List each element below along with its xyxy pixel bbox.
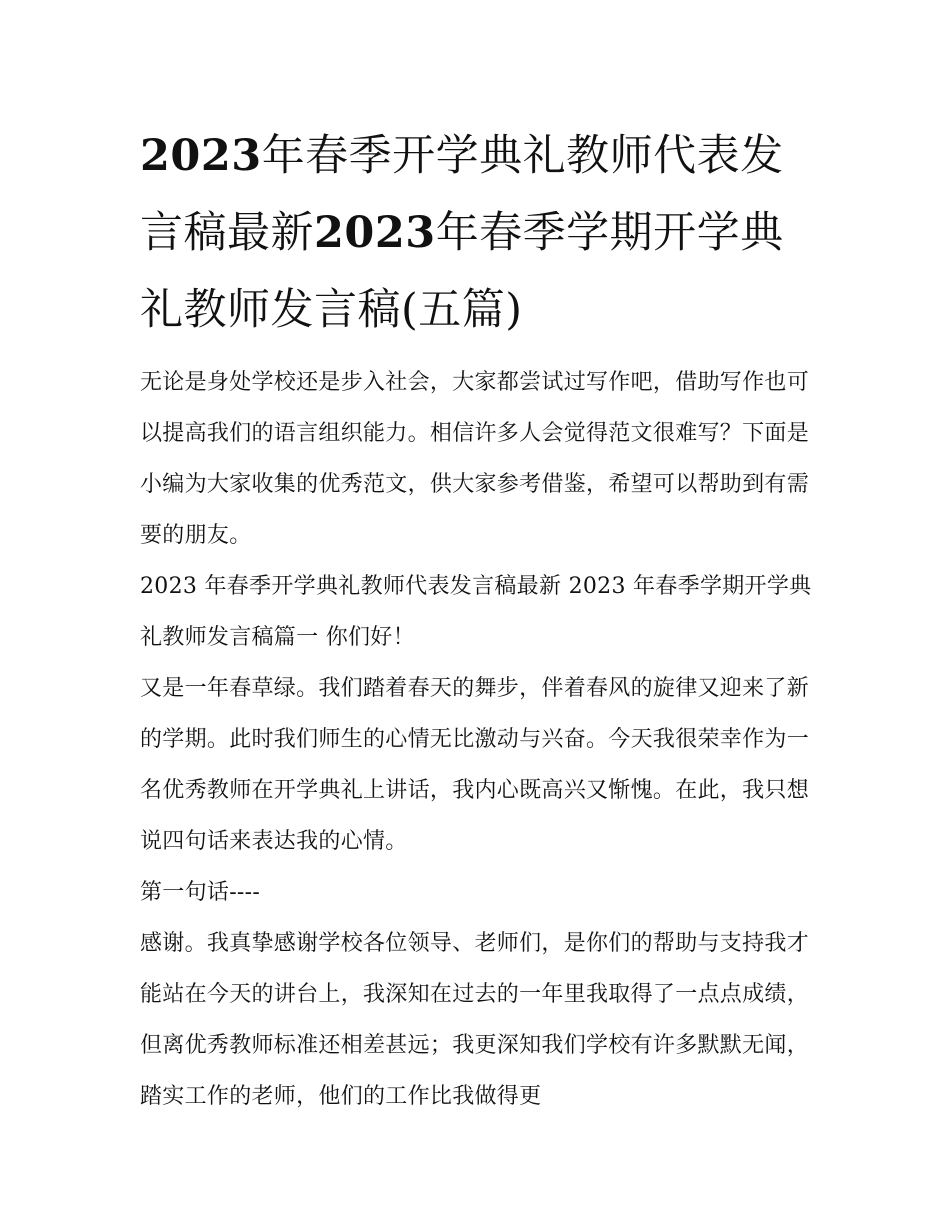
first-sentence-heading: 第一句话---- [140,880,261,905]
body-paragraph: 感谢。我真挚感谢学校各位领导、老师们，是你们的帮助与支持我才能站在今天的讲台上，我深知在过去的一年里我取得了一点点成绩，但离优秀教师标准还相差甚远；我更深知我们学校有许多默默无闻，踏实工作的老师，他们的工作比我做得更 [140,931,810,1109]
document-page [140,118,812,1122]
title-year-2: 2023 [314,208,436,258]
intro-paragraph: 无论是身处学校还是步入社会，大家都尝试过写作吧，借助写作也可以提高我们的语言组织能力。相信许多人会觉得范文很难写？下面是小编为大家收集的优秀范文，供大家参考借鉴，希望可以帮助到有需要的朋友。 [140,370,810,548]
title-text-2: 年春季学期开学典礼教师发言稿(五篇) [140,208,784,335]
title-year-1: 2023 [140,131,262,181]
body-paragraph: 又是一年春草绿。我们踏着春天的舞步，伴着春风的旋律又迎来了新的学期。此时我们师生的心情无比激动与兴奋。今天我很荣幸作为一名优秀教师在开学典礼上讲话，我内心既高兴又惭愧。在此，我只想说四句话来表达我的心情。 [140,676,810,854]
title-text-1: 年春季开学典礼教师代表发言稿最新 [140,131,784,258]
section-heading-paragraph: 2023 年春季开学典礼教师代表发言稿最新 2023 年春季学期开学典礼教师发言稿篇一 你们好！ [140,574,812,650]
document-title [140,118,812,349]
